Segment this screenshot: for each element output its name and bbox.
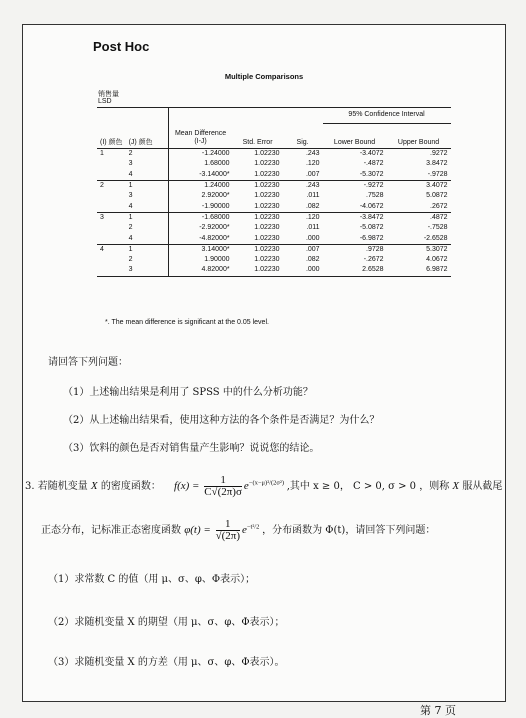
- problem-3-lead: 3. 若随机变量: [25, 481, 88, 493]
- cell-j: 2: [128, 256, 133, 264]
- cell-std-error: 1.02230: [254, 160, 280, 168]
- problem-3-line-2: [41, 519, 435, 542]
- cell-upper-bound: -.9728: [427, 170, 448, 178]
- phi-label: φ(t) =: [184, 524, 211, 537]
- cell-upper-bound: .2672: [430, 202, 448, 210]
- cell-std-error: 1.02230: [233, 180, 283, 191]
- header-i: (I) 颜色: [97, 108, 126, 149]
- cell-std-error: 1.02230: [254, 234, 280, 242]
- cell-sig: .120: [283, 212, 323, 223]
- question-1: （1）上述输出结果是利用了 SPSS 中的什么分析功能？: [63, 387, 313, 398]
- cell-j: 2: [126, 149, 169, 160]
- cell-mean-diff: -1.68000: [168, 212, 233, 223]
- cell-lower-bound: -3.8472: [323, 212, 387, 223]
- phi-numerator: 1: [225, 518, 231, 530]
- table-row: [97, 201, 451, 212]
- cell-i: 1: [97, 149, 126, 160]
- density-denominator: C√(2π)σ: [204, 486, 242, 498]
- cell-upper-bound: 4.0672: [426, 256, 448, 264]
- cell-j: 3: [128, 160, 133, 168]
- cell-lower-bound: .9728: [323, 244, 387, 255]
- cell-upper-bound: 3.4072: [387, 180, 451, 191]
- cell-lower-bound: -.4872: [363, 160, 384, 168]
- header-mean-diff: Mean Difference (I-J): [168, 108, 233, 149]
- cell-j: 1: [126, 244, 169, 255]
- cell-i: [97, 255, 126, 265]
- cell-sig: .007: [305, 170, 320, 178]
- cell-sig: .243: [283, 180, 323, 191]
- header-std-error: Std. Error: [233, 108, 283, 149]
- cell-i: 2: [97, 180, 126, 191]
- method-label: LSD: [98, 98, 112, 105]
- cell-sig: .000: [305, 234, 320, 242]
- subquestion-2: （2）求随机变量 X 的期望（用 μ、σ、φ、Φ表示）；: [48, 617, 285, 628]
- cell-mean-diff: -2.92000*: [168, 223, 233, 233]
- cell-sig: .243: [283, 149, 323, 160]
- table-row: [97, 191, 451, 201]
- question-3: （3）饮料的颜色是否对销售量产生影响？说说您的结论。: [63, 443, 320, 454]
- table-row: [97, 233, 451, 244]
- cell-lower-bound: -6.9872: [359, 234, 384, 242]
- table-row: [97, 223, 451, 233]
- cell-i: 4: [97, 244, 126, 255]
- cell-std-error: 1.02230: [254, 192, 280, 200]
- cell-lower-bound: -.9272: [323, 180, 387, 191]
- cell-sig: .011: [306, 224, 320, 232]
- cell-upper-bound: .9272: [387, 149, 451, 160]
- subquestion-1: （1）求常数 C 的值（用 μ、σ、φ、Φ表示）；: [48, 574, 256, 585]
- page-number: 第 7 页: [420, 704, 456, 717]
- header-j: (J) 颜色: [126, 108, 169, 149]
- phi-exponent: −t²/2: [246, 523, 260, 531]
- cell-j: 4: [128, 202, 133, 210]
- cell-mean-diff: -3.14000*: [168, 170, 233, 181]
- phi-fraction: [216, 519, 240, 542]
- cell-mean-diff: -1.24000: [168, 149, 233, 160]
- cell-upper-bound: 6.9872: [387, 265, 451, 276]
- header-lower-bound: Lower Bound: [323, 123, 387, 149]
- cell-mean-diff: 1.24000: [168, 180, 233, 191]
- cell-upper-bound: 3.8472: [426, 160, 448, 168]
- dependent-variable-label: 销售量: [98, 91, 119, 98]
- table-row: [97, 170, 451, 181]
- cell-lower-bound: -.2672: [363, 256, 384, 264]
- question-2: （2）从上述输出结果看，使用这种方法的各个条件是否满足？为什么？: [63, 415, 380, 426]
- cell-i: [97, 223, 126, 233]
- cell-sig: .082: [305, 256, 320, 264]
- problem-3-line-1: [25, 475, 502, 498]
- density-numerator: 1: [220, 474, 226, 486]
- fx-label: f(x) =: [174, 480, 200, 493]
- table-row: [97, 149, 451, 160]
- cell-i: [97, 191, 126, 201]
- cell-lower-bound: .7528: [366, 192, 384, 200]
- cell-std-error: 1.02230: [233, 265, 283, 276]
- cell-j: 3: [126, 265, 169, 276]
- cell-lower-bound: -5.0872: [359, 224, 384, 232]
- density-exponent: −(x−μ)²/(2σ²): [248, 479, 284, 487]
- table-title: Multiple Comparisons: [224, 72, 304, 81]
- cell-mean-diff: 4.82000*: [168, 265, 233, 276]
- multiple-comparisons-table: [97, 107, 451, 277]
- phi-denominator: √(2π): [215, 530, 240, 542]
- subquestion-3: （3）求随机变量 X 的方差（用 μ、σ、φ、Φ表示）。: [48, 657, 285, 668]
- cell-i: [97, 170, 126, 181]
- cell-mean-diff: 2.92000*: [168, 191, 233, 201]
- problem-3-condition: ,其中 x ≥ 0， C > 0, σ > 0 ，则称: [286, 481, 450, 493]
- problem-3-tail: 服从截尾: [462, 481, 503, 493]
- cell-i: [97, 201, 126, 212]
- cell-upper-bound: 5.3072: [387, 244, 451, 255]
- table-footnote: *. The mean difference is significant at the 0.05 level.: [105, 319, 269, 326]
- cell-sig: .011: [306, 192, 320, 200]
- cell-i: [97, 265, 126, 276]
- cell-std-error: 1.02230: [233, 244, 283, 255]
- line-2-tail: ，分布函数为 Φ(t)，请回答下列问题：: [262, 525, 436, 537]
- cell-j: 4: [128, 234, 133, 242]
- cell-std-error: 1.02230: [233, 149, 283, 160]
- problem-3-density-label: 的密度函数：: [100, 481, 161, 493]
- cell-sig: .120: [305, 160, 320, 168]
- cell-upper-bound: 5.0872: [426, 192, 448, 200]
- cell-sig: .082: [305, 202, 320, 210]
- table-row: [97, 244, 451, 255]
- cell-j: 2: [128, 224, 133, 232]
- table-row: [97, 159, 451, 169]
- density-formula: [174, 474, 287, 498]
- cell-lower-bound: -3.4072: [323, 149, 387, 160]
- exam-page: [22, 24, 506, 702]
- cell-lower-bound: -4.0672: [359, 202, 384, 210]
- cell-upper-bound: -.7528: [427, 224, 448, 232]
- variable-x-2: X: [452, 480, 460, 493]
- std-normal-formula: [184, 518, 262, 542]
- header-sig: Sig.: [283, 108, 323, 149]
- cell-j: 1: [126, 180, 169, 191]
- table-row: [97, 212, 451, 223]
- header-ci: 95% Confidence Interval: [323, 108, 451, 124]
- cell-std-error: 1.02230: [254, 256, 280, 264]
- variable-x: X: [90, 480, 98, 493]
- cell-j: 1: [126, 212, 169, 223]
- cell-mean-diff: 1.90000: [168, 255, 233, 265]
- cell-upper-bound: .4872: [387, 212, 451, 223]
- cell-std-error: 1.02230: [254, 170, 280, 178]
- cell-lower-bound: 2.6528: [323, 265, 387, 276]
- cell-lower-bound: -5.3072: [359, 170, 384, 178]
- header-upper-bound: Upper Bound: [387, 123, 451, 149]
- questions-intro: 请回答下列问题：: [48, 357, 128, 368]
- cell-i: [97, 159, 126, 169]
- cell-i: [97, 233, 126, 244]
- post-hoc-title: Post Hoc: [93, 39, 150, 54]
- density-fraction: [204, 475, 242, 498]
- cell-j: 3: [128, 192, 133, 200]
- cell-mean-diff: 3.14000*: [168, 244, 233, 255]
- cell-mean-diff: -4.82000*: [168, 233, 233, 244]
- cell-sig: .000: [283, 265, 323, 276]
- cell-std-error: 1.02230: [233, 212, 283, 223]
- line-2-lead: 正态分布，记标准正态密度函数: [41, 525, 181, 537]
- cell-j: 4: [128, 170, 133, 178]
- table-row: [97, 180, 451, 191]
- cell-std-error: 1.02230: [254, 202, 280, 210]
- exp-base: e: [243, 480, 249, 493]
- cell-sig: .007: [283, 244, 323, 255]
- cell-i: 3: [97, 212, 126, 223]
- exp-base-2: e: [242, 524, 247, 537]
- table-row: [97, 265, 451, 276]
- cell-upper-bound: -2.6528: [423, 234, 448, 242]
- cell-std-error: 1.02230: [254, 224, 280, 232]
- table-row: [97, 255, 451, 265]
- cell-mean-diff: -1.90000: [168, 201, 233, 212]
- cell-mean-diff: 1.68000: [168, 159, 233, 169]
